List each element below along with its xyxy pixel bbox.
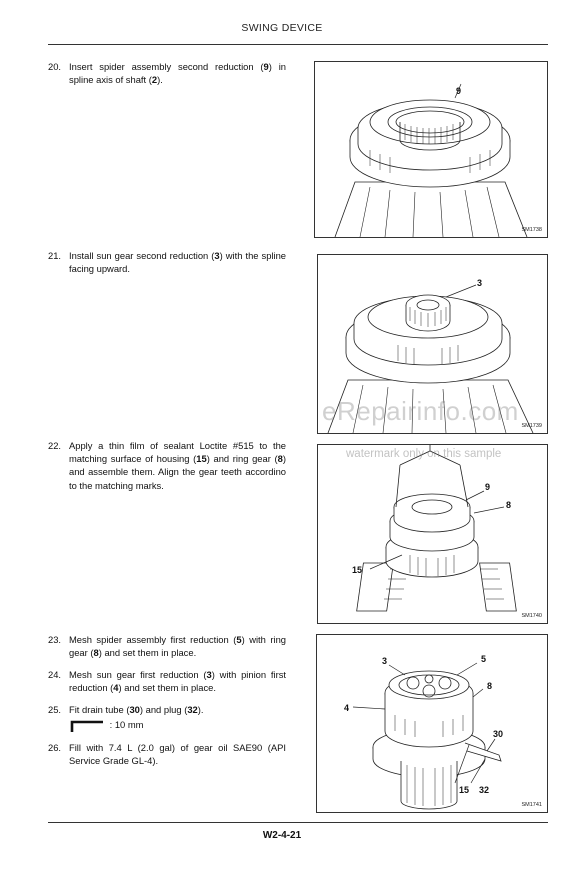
step-text: [69, 633, 286, 659]
callout-label: 9: [456, 86, 462, 96]
reference-number: 9: [263, 61, 269, 72]
figure-id: SM1739: [521, 423, 542, 429]
step-text-run: ) and ring gear (: [206, 453, 278, 465]
footer-rule: [48, 822, 548, 823]
callout-label: 8: [506, 500, 512, 510]
figure-spider-assembly: [314, 61, 548, 238]
callout-label: 4: [344, 703, 350, 713]
callout-label: 15: [459, 785, 470, 795]
callout-label: 3: [477, 278, 483, 288]
callout-label: 3: [382, 656, 388, 666]
step-text-run: ).: [157, 74, 163, 86]
step-number: 22.: [48, 440, 62, 451]
step-number: 25.: [48, 704, 62, 715]
reference-number: 30: [129, 704, 140, 715]
step-text-run: Mesh spider assembly first reduction (: [69, 634, 237, 645]
step-number: 24.: [48, 669, 62, 680]
watermark-text: eRepairinfo.com: [322, 396, 519, 426]
reference-number: 3: [206, 669, 212, 680]
step-text: [69, 703, 286, 716]
figure-drawing: [318, 445, 547, 623]
step-text: [69, 668, 286, 694]
step-text-run: ) and set them in place.: [98, 647, 197, 659]
wrench-size-icon: [69, 720, 107, 732]
torque-value: : 10 mm: [109, 719, 144, 730]
step-text-run: Insert spider assembly second reduction (: [69, 61, 264, 72]
step-text-run: ).: [197, 704, 204, 715]
callout-label: 32: [479, 785, 490, 795]
reference-number: 3: [214, 250, 220, 261]
step-text-run: ) with the spline facing upward.: [69, 250, 287, 275]
step-23: [48, 633, 286, 659]
step-text: [69, 439, 286, 492]
page-number: W2-4-21: [262, 830, 302, 841]
figure-drawing: [317, 635, 547, 812]
step-text-run: Fill with 7.4 L (2.0 gal) of gear oil SAE90 (API Service Grade GL-4).: [69, 742, 286, 767]
step-number: 21.: [48, 250, 62, 261]
watermark-subtext: watermark only on this sample: [346, 448, 502, 460]
figure-id: SM1740: [521, 613, 542, 619]
step-text-run: ) and plug (: [139, 704, 188, 715]
step-26: [48, 741, 286, 767]
step-text: [69, 741, 286, 767]
step-20: [48, 60, 286, 86]
step-25: [48, 703, 286, 716]
step-text-run: ) with ring gear (: [69, 634, 287, 659]
reference-number: 8: [93, 647, 99, 659]
step-text-run: Apply a thin film of sealant Loctite #515 to the matching surface of housing (: [69, 440, 286, 465]
callout-label: 9: [485, 482, 491, 492]
callout-label: 30: [493, 729, 504, 739]
step-text-run: Install sun gear second reduction (: [69, 250, 215, 261]
step-22: [48, 439, 286, 492]
torque-note: [69, 718, 143, 732]
step-text-run: ) and set them in place.: [118, 682, 216, 694]
step-text: [69, 249, 286, 275]
figure-id: SM1741: [521, 802, 542, 808]
reference-number: 2: [151, 74, 158, 86]
figure-drawing: [315, 62, 547, 237]
step-21: [48, 249, 286, 275]
step-number: 26.: [48, 742, 62, 753]
step-number: 23.: [48, 634, 62, 645]
step-24: [48, 668, 286, 694]
step-text: [69, 60, 286, 86]
header-rule: [48, 44, 548, 45]
step-text-run: ) with pinion first reduction (: [69, 669, 286, 694]
page-header-title: SWING DEVICE: [241, 22, 323, 34]
figure-first-reduction-assembly: [316, 634, 548, 813]
reference-number: 4: [113, 682, 119, 694]
step-text-run: ) and assemble them. Align the gear teeth accordino to the matching marks.: [69, 453, 286, 491]
callout-label: 8: [487, 681, 493, 691]
figure-id: SM1738: [521, 227, 542, 233]
figure-ring-gear-housing: [317, 444, 548, 624]
reference-number: 32: [187, 704, 198, 715]
reference-number: 15: [196, 453, 207, 465]
step-number: 20.: [48, 61, 62, 72]
step-text-run: Mesh sun gear first reduction (: [69, 669, 207, 680]
step-text-run: Fit drain tube (: [69, 704, 130, 715]
callout-label: 15: [352, 565, 363, 575]
callout-label: 5: [481, 654, 487, 664]
reference-number: 8: [277, 453, 283, 465]
reference-number: 5: [236, 634, 242, 645]
step-text-run: ) in spline axis of shaft (: [69, 61, 286, 86]
